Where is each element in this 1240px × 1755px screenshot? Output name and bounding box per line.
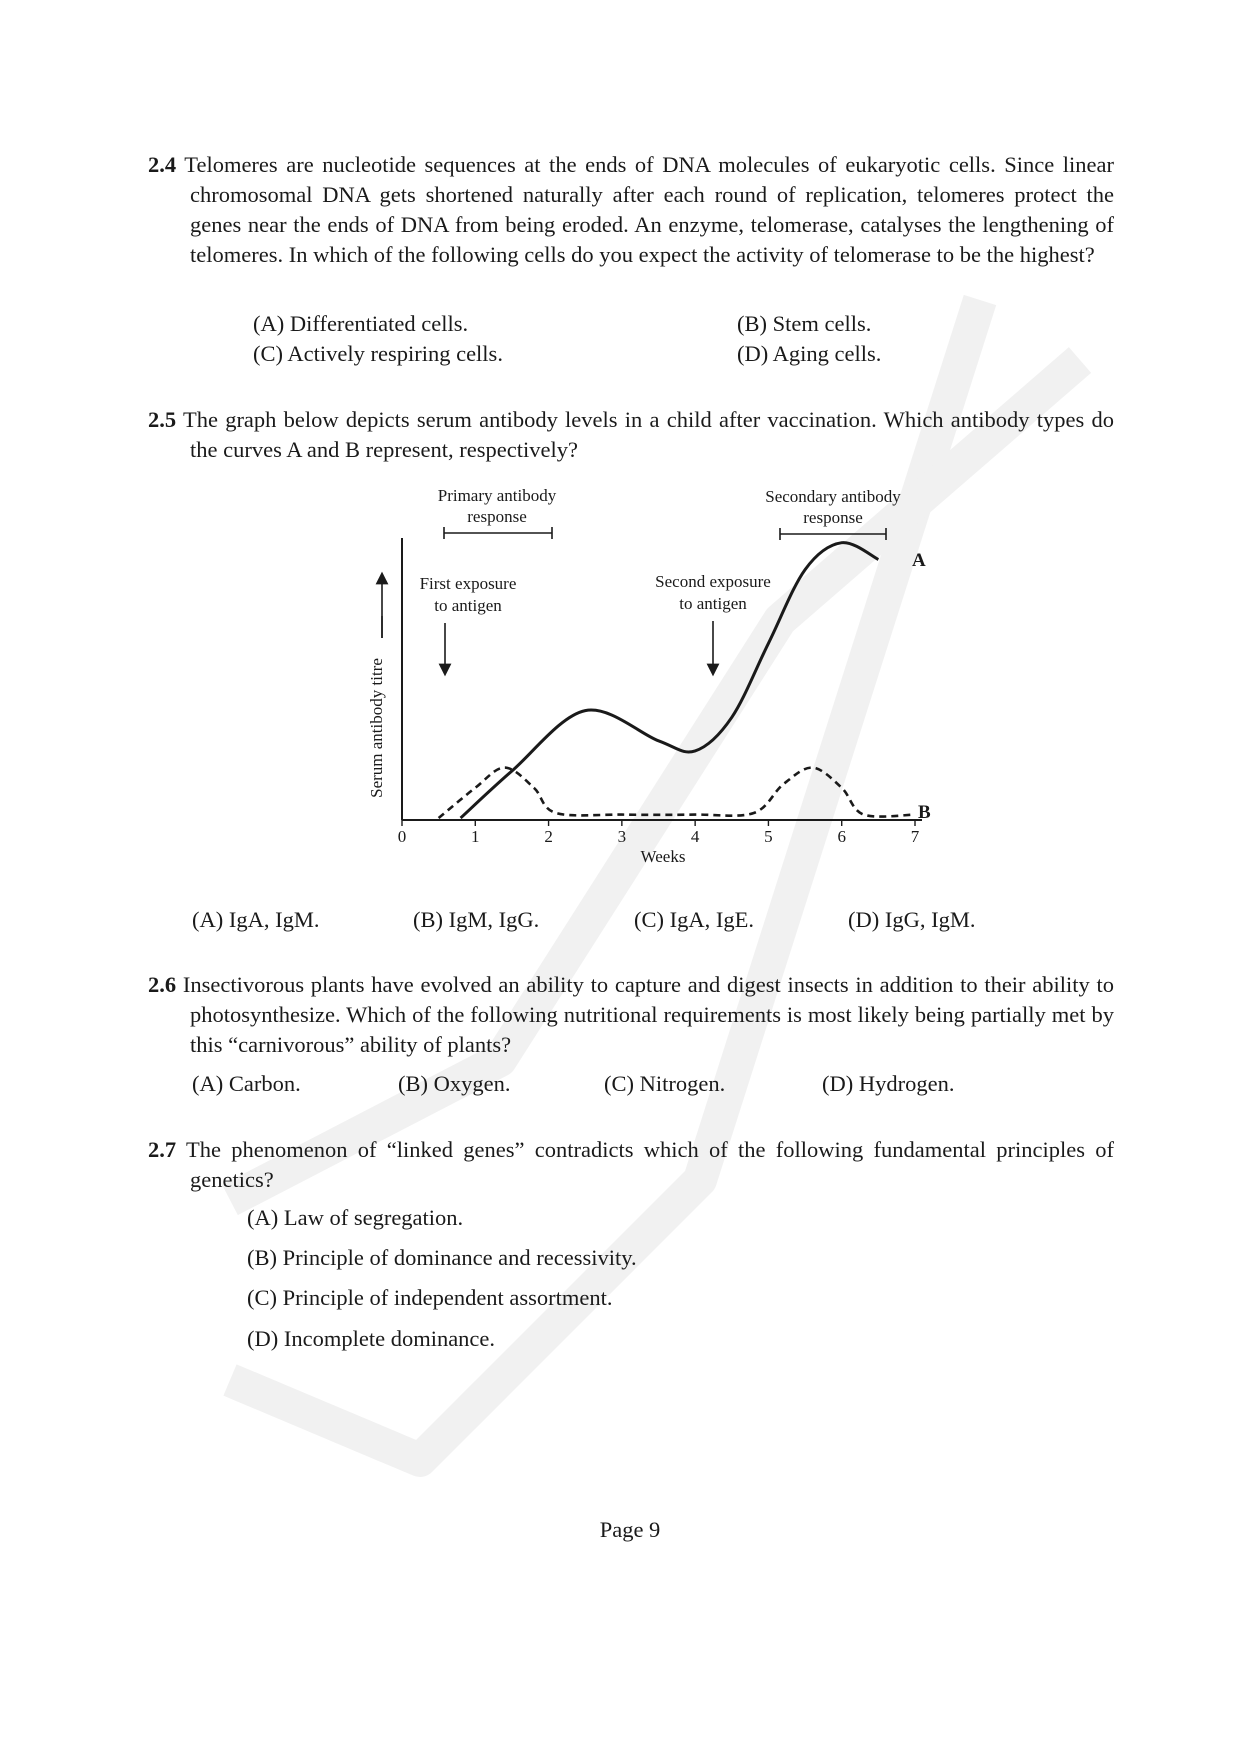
option-c[interactable]: (C) IgA, IgE.	[634, 907, 754, 932]
option-c[interactable]: (C) Principle of independent assortment.	[247, 1285, 613, 1310]
option-b[interactable]: (B) IgM, IgG.	[413, 907, 540, 932]
question-2-4	[148, 150, 1114, 270]
x-tick-label-6: 6	[837, 827, 846, 846]
question-2-6	[148, 970, 1114, 1060]
x-tick-label-3: 3	[617, 827, 627, 846]
curve-a-label: A	[912, 550, 926, 571]
primary-response-label-2: response	[467, 507, 527, 526]
option-d[interactable]: (D) Aging cells.	[737, 341, 882, 366]
option-a[interactable]: (A) IgA, IgM.	[192, 907, 320, 932]
antibody-chart	[360, 478, 960, 878]
curve-b	[439, 768, 915, 818]
x-axis-label: Weeks	[640, 847, 686, 866]
x-tick-label-2: 2	[544, 827, 553, 846]
question-number: 2.6	[148, 972, 177, 997]
question-number: 2.5	[148, 407, 177, 432]
first-exposure-label-2: to antigen	[434, 596, 502, 615]
question-2-7	[148, 1135, 1114, 1195]
secondary-response-label-2: response	[803, 508, 863, 527]
x-tick-label-5: 5	[764, 827, 773, 846]
option-b[interactable]: (B) Principle of dominance and recessivity.	[247, 1245, 637, 1270]
option-b[interactable]: (B) Oxygen.	[398, 1071, 511, 1096]
question-text: Telomeres are nucleotide sequences at the ends of DNA molecules of eukaryotic cells. Since linear chromosomal DNA gets shortened naturally after each round of replication, telomeres protect the genes near the ends of DNA from being eroded. An enzyme, telomerase, catalyses the lengthening of telomeres. In which of the following cells do you expect the activity of telomerase to be the highest?	[184, 152, 1115, 267]
x-ticks	[398, 820, 920, 846]
option-a[interactable]: (A) Differentiated cells.	[253, 311, 469, 336]
option-c[interactable]: (C) Nitrogen.	[604, 1071, 726, 1096]
page-number: Page 9	[599, 1517, 661, 1542]
curve-b-label: B	[918, 802, 931, 823]
first-exposure-label-1: First exposure	[419, 574, 517, 593]
option-a[interactable]: (A) Law of segregation.	[247, 1205, 464, 1230]
y-axis-label: Serum antibody titre	[367, 658, 386, 798]
question-number: 2.4	[148, 152, 177, 177]
option-a[interactable]: (A) Carbon.	[192, 1071, 301, 1096]
second-exposure-label-1: Second exposure	[655, 572, 771, 591]
x-tick-label-0: 0	[397, 827, 407, 846]
question-2-5	[148, 405, 1114, 465]
option-d[interactable]: (D) Incomplete dominance.	[247, 1326, 496, 1351]
second-exposure-label-2: to antigen	[679, 594, 747, 613]
option-c[interactable]: (C) Actively respiring cells.	[253, 341, 503, 366]
question-text: The graph below depicts serum antibody levels in a child after vaccination. Which antibody types do the curves A and B represent, respectively?	[182, 407, 1115, 462]
primary-response-label-1: Primary antibody	[437, 486, 557, 505]
option-d[interactable]: (D) IgG, IgM.	[848, 907, 976, 932]
secondary-response-label-1: Secondary antibody	[765, 487, 901, 506]
x-tick-label-1: 1	[471, 827, 480, 846]
x-tick-label-7: 7	[910, 827, 920, 846]
question-text: Insectivorous plants have evolved an ability to capture and digest insects in addition to their ability to photosynthesize. Which of the following nutritional requirements is most likely being partially met by this “carnivorous” ability of plants?	[182, 972, 1114, 1057]
option-d[interactable]: (D) Hydrogen.	[822, 1071, 955, 1096]
question-text: The phenomenon of “linked genes” contradicts which of the following fundamental principles of genetics?	[186, 1137, 1114, 1192]
option-b[interactable]: (B) Stem cells.	[737, 311, 872, 336]
question-number: 2.7	[148, 1137, 177, 1162]
x-tick-label-4: 4	[690, 827, 700, 846]
